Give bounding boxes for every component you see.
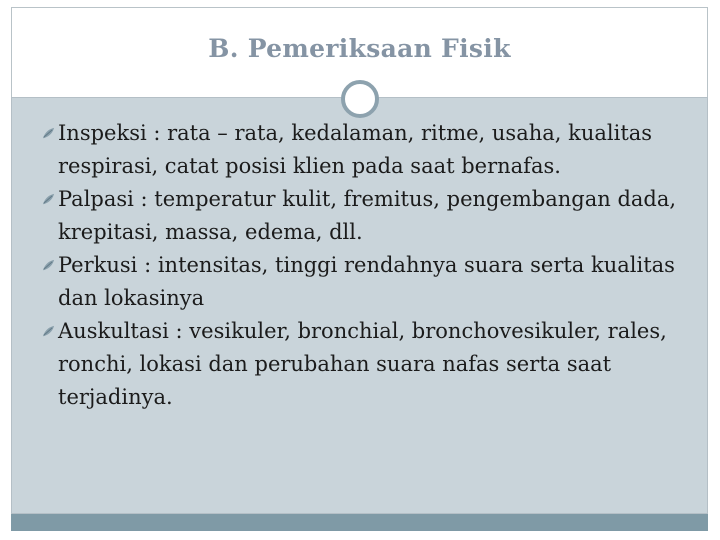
fleuron-bullet-icon — [42, 259, 55, 272]
bullet-item-inspeksi — [43, 117, 698, 183]
fleuron-bullet-icon — [42, 325, 55, 338]
bullet-text: Palpasi : temperatur kulit, fremitus, pengembangan dada, krepitasi, massa, edema, dll. — [58, 187, 677, 244]
divider-ring-icon — [341, 80, 379, 118]
fleuron-bullet-icon — [42, 127, 55, 140]
bullet-text: Auskultasi : vesikuler, bronchial, bronchovesikuler, rales, ronchi, lokasi dan perubahan suara nafas serta saat terjadinya. — [58, 319, 667, 409]
bullet-list — [43, 117, 698, 414]
bullet-item-palpasi — [43, 183, 698, 249]
bullet-text: Perkusi : intensitas, tinggi rendahnya suara serta kualitas dan lokasinya — [58, 253, 675, 310]
bullet-item-auskultasi — [43, 315, 698, 414]
footer-bar — [11, 514, 708, 531]
bullet-item-perkusi — [43, 249, 698, 315]
bullet-text: Inspeksi : rata – rata, kedalaman, ritme, usaha, kualitas respirasi, catat posisi klien pada saat bernafas. — [58, 121, 653, 178]
fleuron-bullet-icon — [42, 193, 55, 206]
slide-title: B. Pemeriksaan Fisik — [208, 34, 511, 63]
